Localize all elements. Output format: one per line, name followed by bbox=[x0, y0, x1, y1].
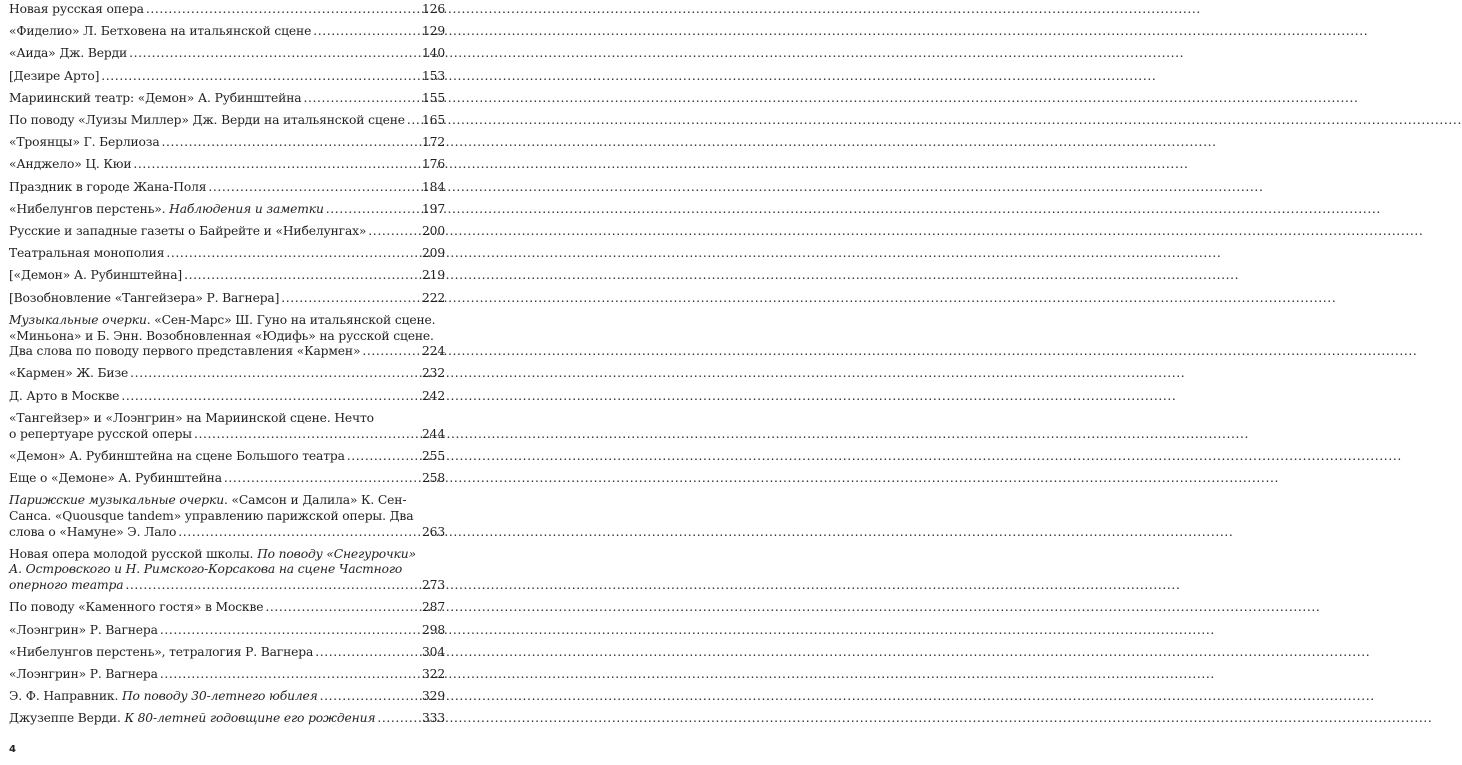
dot-leader bbox=[146, 2, 420, 18]
entry-title bbox=[9, 711, 375, 727]
page-number: 4 bbox=[9, 744, 16, 755]
toc-entry bbox=[9, 366, 445, 382]
toc-entry bbox=[9, 493, 445, 540]
dot-leader bbox=[129, 46, 420, 62]
entry-title-line: Санса. «Quousque tandem» управлению парижской оперы. Два bbox=[9, 508, 414, 523]
dot-leader bbox=[194, 427, 420, 443]
toc-entry bbox=[9, 689, 445, 705]
toc-entry bbox=[9, 411, 445, 442]
dot-leader bbox=[178, 525, 420, 541]
entry-title-part: Э. Ф. Направник. bbox=[9, 689, 119, 704]
dot-leader bbox=[121, 389, 420, 405]
entry-title-line bbox=[9, 313, 445, 329]
entry-page: 329 bbox=[421, 689, 445, 704]
entry-title-part: «Нибелунгов перстень». bbox=[9, 201, 166, 216]
toc-entry bbox=[9, 69, 445, 85]
entry-page: 224 bbox=[421, 344, 445, 359]
dot-leader bbox=[265, 600, 420, 616]
toc-entry bbox=[9, 313, 445, 360]
toc-entry bbox=[9, 2, 445, 18]
entry-title-italic: По поводу 30-летнего юбилея bbox=[118, 689, 318, 704]
entry-page: 140 bbox=[421, 46, 445, 61]
entry-page: 200 bbox=[421, 224, 445, 239]
entry-title: [Возобновление «Тангейзера» Р. Вагнера] bbox=[9, 290, 280, 305]
entry-page: 255 bbox=[421, 448, 445, 463]
entry-page: 242 bbox=[421, 388, 445, 403]
dot-leader bbox=[101, 69, 420, 85]
entry-page: 172 bbox=[421, 135, 445, 150]
entry-title: оперного театра bbox=[9, 578, 124, 593]
entry-page: 184 bbox=[421, 179, 445, 194]
toc-entry bbox=[9, 46, 445, 62]
entry-title-italic: Музыкальные очерки bbox=[9, 312, 147, 327]
entry-title: Два слова по поводу первого представления «Кармен» bbox=[9, 344, 361, 359]
entry-title: Праздник в городе Жана-Поля bbox=[9, 179, 207, 194]
dot-leader bbox=[347, 449, 420, 465]
entry-title-line bbox=[9, 493, 445, 509]
entry-page: 219 bbox=[421, 268, 445, 283]
entry-page: 155 bbox=[421, 90, 445, 105]
entry-title-italic: По поводу «Снегурочки» bbox=[253, 546, 416, 561]
entry-title: Мариинский театр: «Демон» А. Рубинштейна bbox=[9, 90, 302, 105]
entry-title: «Аида» Дж. Верди bbox=[9, 46, 128, 61]
entry-page: 322 bbox=[421, 667, 445, 681]
dot-leader bbox=[160, 667, 420, 683]
entry-title: о репертуаре русской оперы bbox=[9, 426, 192, 441]
entry-title: «Лоэнгрин» Р. Вагнера bbox=[9, 622, 158, 637]
entry-title-line: А. Островского и Н. Римского-Корсакова на сцене Частного bbox=[9, 562, 403, 577]
dot-leader bbox=[320, 689, 420, 705]
entry-page: 176 bbox=[421, 157, 445, 172]
dot-leader bbox=[133, 157, 420, 173]
entry-title bbox=[9, 202, 324, 218]
entry-title-italic: Наблюдения и заметки bbox=[165, 201, 324, 216]
toc-entry bbox=[9, 268, 445, 284]
toc-entry bbox=[9, 113, 445, 129]
entry-page: 197 bbox=[421, 201, 445, 216]
table-of-contents bbox=[9, 2, 445, 734]
dot-leader bbox=[166, 246, 420, 262]
toc-entry bbox=[9, 645, 445, 661]
entry-title-italic: Парижские музыкальные очерки bbox=[9, 493, 224, 508]
entry-page: 126 bbox=[421, 2, 445, 16]
toc-entry bbox=[9, 291, 445, 307]
entry-title: «Демон» А. Рубинштейна на сцене Большого театра bbox=[9, 448, 345, 463]
dot-leader bbox=[162, 135, 420, 151]
dot-leader bbox=[315, 645, 420, 661]
entry-title: «Анджело» Ц. Кюи bbox=[9, 157, 132, 172]
dot-leader bbox=[281, 291, 420, 307]
toc-entry bbox=[9, 711, 445, 727]
entry-page: 263 bbox=[421, 524, 445, 539]
toc-entry bbox=[9, 623, 445, 639]
entry-title bbox=[9, 689, 318, 705]
entry-title-part: . «Сен-Марс» Ш. Гуно на итальянской сцене. bbox=[146, 312, 436, 327]
dot-leader bbox=[362, 344, 420, 360]
toc-entry bbox=[9, 180, 445, 196]
entry-title: Русские и западные газеты о Байрейте и «Нибелунгах» bbox=[9, 224, 367, 239]
toc-entry bbox=[9, 449, 445, 465]
entry-title: «Кармен» Ж. Бизе bbox=[9, 366, 129, 381]
toc-entry bbox=[9, 24, 445, 40]
entry-page: 209 bbox=[421, 246, 445, 261]
entry-title: «Фиделио» Л. Бетховена на итальянской сцене bbox=[9, 24, 312, 39]
toc-entry bbox=[9, 667, 445, 683]
entry-title-line: «Тангейзер» и «Лоэнгрин» на Мариинской сцене. Нечто bbox=[9, 410, 374, 425]
toc-entry bbox=[9, 91, 445, 107]
entry-title-line bbox=[9, 547, 445, 563]
entry-page: 287 bbox=[421, 600, 445, 615]
entry-title: Еще о «Демоне» А. Рубинштейна bbox=[9, 470, 222, 485]
entry-page: 232 bbox=[421, 366, 445, 381]
entry-title-part: Новая опера молодой русской школы. bbox=[9, 546, 254, 561]
toc-entry bbox=[9, 202, 445, 218]
entry-title: «Троянцы» Г. Берлиоза bbox=[9, 135, 160, 150]
entry-page: 258 bbox=[421, 470, 445, 485]
entry-title: По поводу «Каменного гостя» в Москве bbox=[9, 600, 264, 615]
entry-title: [«Демон» А. Рубинштейна] bbox=[9, 268, 183, 283]
dot-leader bbox=[125, 578, 420, 594]
entry-title: Новая русская опера bbox=[9, 2, 144, 16]
dot-leader bbox=[208, 180, 420, 196]
entry-page: 273 bbox=[421, 578, 445, 593]
entry-title-part: . «Самсон и Далила» К. Сен- bbox=[223, 493, 407, 508]
dot-leader bbox=[184, 268, 420, 284]
toc-entry bbox=[9, 389, 445, 405]
entry-page: 304 bbox=[421, 644, 445, 659]
toc-entry bbox=[9, 135, 445, 151]
toc-entry bbox=[9, 600, 445, 616]
toc-entry bbox=[9, 157, 445, 173]
entry-page: 222 bbox=[421, 290, 445, 305]
entry-page: 244 bbox=[421, 426, 445, 441]
toc-entry bbox=[9, 224, 445, 240]
entry-page: 333 bbox=[421, 711, 445, 726]
entry-page: 153 bbox=[421, 68, 445, 83]
entry-page: 129 bbox=[421, 24, 445, 39]
entry-title: Д. Арто в Москве bbox=[9, 388, 120, 403]
entry-title: По поводу «Луизы Миллер» Дж. Верди на итальянской сцене bbox=[9, 113, 405, 128]
entry-title: «Нибелунгов перстень», тетралогия Р. Вагнера bbox=[9, 644, 314, 659]
entry-title-part: Джузеппе Верди. bbox=[9, 711, 121, 726]
entry-title: «Лоэнгрин» Р. Вагнера bbox=[9, 667, 158, 681]
dot-leader bbox=[407, 113, 420, 129]
entry-title: слова о «Намуне» Э. Лало bbox=[9, 524, 177, 539]
entry-title: Театральная монополия bbox=[9, 246, 165, 261]
entry-title-italic: К 80-летней годовщине его рождения bbox=[120, 711, 376, 726]
entry-title-line: «Миньона» и Б. Энн. Возобновленная «Юдифь» на русской сцене. bbox=[9, 328, 434, 343]
toc-entry bbox=[9, 246, 445, 262]
dot-leader bbox=[326, 202, 420, 218]
dot-leader bbox=[377, 711, 420, 727]
toc-entry bbox=[9, 547, 445, 594]
dot-leader bbox=[160, 623, 420, 639]
entry-title: [Дезире Арто] bbox=[9, 68, 100, 83]
dot-leader bbox=[313, 24, 420, 40]
entry-page: 298 bbox=[421, 622, 445, 637]
dot-leader bbox=[224, 471, 420, 487]
entry-page: 165 bbox=[421, 113, 445, 128]
dot-leader bbox=[130, 366, 420, 382]
dot-leader bbox=[368, 224, 420, 240]
toc-entry bbox=[9, 471, 445, 487]
dot-leader bbox=[303, 91, 420, 107]
